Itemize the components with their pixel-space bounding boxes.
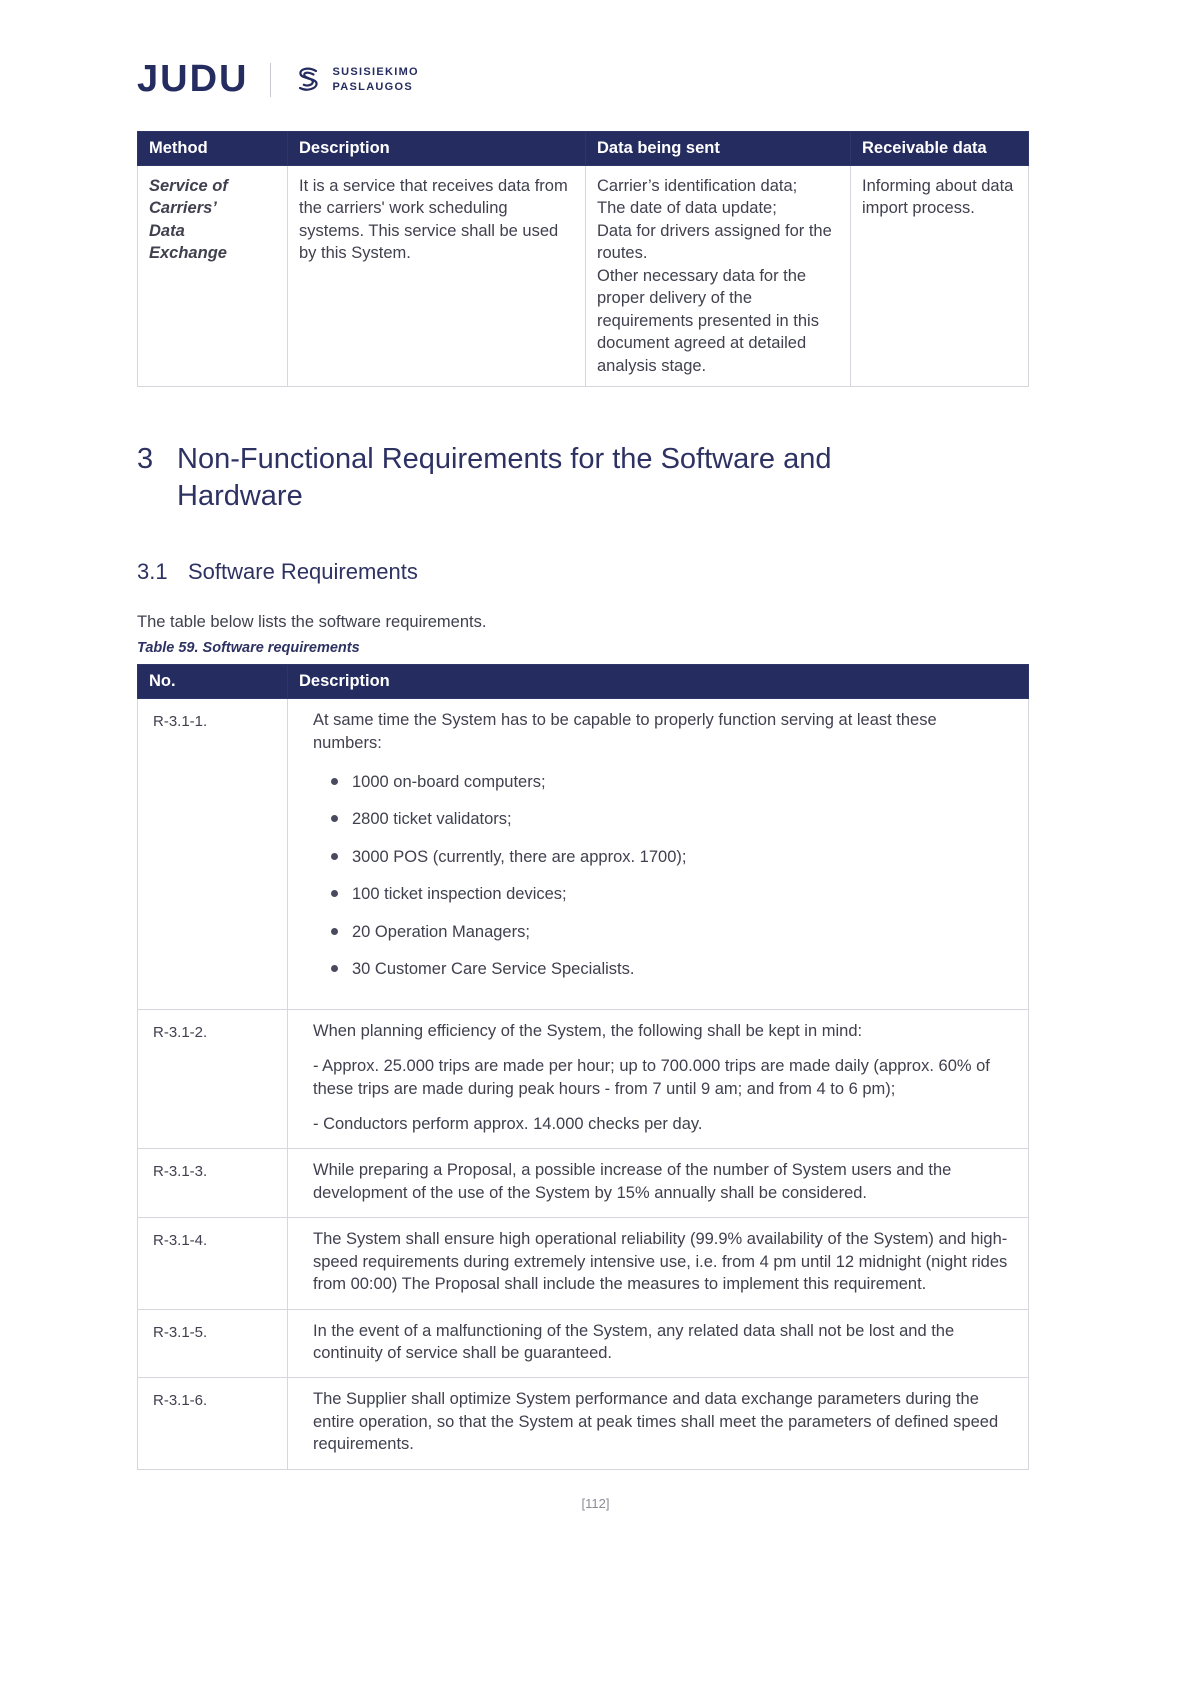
table-row	[138, 699, 1029, 1010]
requirement-bullet-list	[313, 771, 1010, 981]
requirement-description	[288, 1309, 1029, 1378]
data-sent-line: Other necessary data for the proper delivery of the requirements presented in this document agreed at detailed analysis stage.	[597, 266, 819, 375]
requirement-number: R-3.1-2.	[138, 1009, 288, 1149]
data-sent-line: Carrier’s identification data;	[597, 177, 798, 195]
table-row	[138, 166, 1029, 387]
requirement-number: R-3.1-3.	[138, 1149, 288, 1218]
table-header-row	[138, 132, 1029, 166]
subsection-number: 3.1	[137, 559, 168, 585]
partner-logo-text	[332, 65, 418, 94]
requirement-paragraph: At same time the System has to be capable to properly function serving at least these numbers:	[313, 711, 937, 752]
carrier-data-exchange-table	[137, 131, 1029, 387]
description-cell: It is a service that receives data from the carriers' work scheduling systems. This service shall be used by this System.	[288, 166, 586, 387]
logo-header	[137, 58, 1028, 101]
bullet-item: 100 ticket inspection devices;	[327, 883, 1010, 905]
requirement-paragraph: The Supplier shall optimize System performance and data exchange parameters during the entire operation, so that the System at peak times shall meet the parameters of defined speed requirements.	[313, 1390, 999, 1454]
section-title: Non-Functional Requirements for the Software and Hardware	[177, 442, 832, 513]
method-name: Service of Carriers’ Data Exchange	[149, 177, 228, 263]
requirement-number: R-3.1-5.	[138, 1309, 288, 1378]
subsection-title: Software Requirements	[188, 559, 418, 585]
column-header-description: Description	[288, 665, 1029, 699]
column-header-data-being-sent: Data being sent	[586, 132, 851, 166]
table-row	[138, 1218, 1029, 1309]
receivable-data-cell: Informing about data import process.	[851, 166, 1029, 387]
requirement-paragraph: - Approx. 25.000 trips are made per hour; up to 700.000 trips are made daily (approx. 60% of these trips are made during peak hours - from 7 until 9 am; and from 4 to 6 pm);	[313, 1057, 990, 1098]
column-header-no: No.	[138, 665, 288, 699]
requirement-paragraph: - Conductors perform approx. 14.000 checks per day.	[313, 1114, 703, 1133]
table-row	[138, 1309, 1029, 1378]
judu-logo: JUDU	[137, 58, 249, 100]
data-sent-line: Data for drivers assigned for the routes.	[597, 221, 832, 263]
method-cell	[138, 166, 288, 387]
software-requirements-table	[137, 664, 1029, 1470]
requirement-number: R-3.1-4.	[138, 1218, 288, 1309]
partner-logo	[293, 65, 418, 95]
requirement-paragraph: In the event of a malfunctioning of the System, any related data shall not be lost and the continuity of service shall be guaranteed.	[313, 1321, 955, 1363]
requirement-description	[288, 1149, 1029, 1218]
bullet-item: 30 Customer Care Service Specialists.	[327, 958, 1010, 980]
requirement-description	[288, 699, 1029, 1010]
section-heading	[137, 441, 1028, 515]
requirement-paragraph: When planning efficiency of the System, the following shall be kept in mind:	[313, 1021, 863, 1040]
logo-divider	[270, 63, 271, 97]
requirement-paragraph: While preparing a Proposal, a possible increase of the number of System users and the development of the use of the System by 15% annually shall be considered.	[313, 1161, 952, 1202]
requirement-paragraph: The System shall ensure high operational reliability (99.9% availability of the System) and high-speed requirements during extremely intensive use, i.e. from 4 pm until 12 midnight (night rides from 00:00) The Proposal shall include the measures to implement this requirement.	[313, 1230, 1008, 1294]
column-header-receivable-data: Receivable data	[851, 132, 1029, 166]
table-row	[138, 1378, 1029, 1469]
page-number: [112]	[581, 1496, 610, 1511]
bullet-item: 2800 ticket validators;	[327, 808, 1010, 830]
table-row	[138, 1149, 1029, 1218]
requirement-description	[288, 1378, 1029, 1469]
column-header-description: Description	[288, 132, 586, 166]
data-sent-line: The date of data update;	[597, 199, 777, 218]
section-number: 3	[137, 442, 154, 475]
subsection-heading	[137, 559, 1028, 585]
table-row	[138, 1009, 1029, 1149]
requirement-number: R-3.1-1.	[138, 699, 288, 1010]
intro-text: The table below lists the software requirements.	[137, 613, 487, 632]
bullet-item: 3000 POS (currently, there are approx. 1700);	[327, 846, 1010, 868]
requirement-description	[288, 1218, 1029, 1309]
requirement-number: R-3.1-6.	[138, 1378, 288, 1469]
column-header-method: Method	[138, 132, 288, 166]
bullet-item: 20 Operation Managers;	[327, 921, 1010, 943]
bullet-item: 1000 on-board computers;	[327, 771, 1010, 793]
requirement-description	[288, 1009, 1029, 1149]
susisiekimo-paslaugos-icon	[293, 65, 323, 95]
data-being-sent-cell	[586, 166, 851, 387]
partner-text-line2: PASLAUGOS	[332, 80, 414, 93]
table-header-row	[138, 665, 1029, 699]
table-caption: Table 59. Software requirements	[137, 640, 360, 657]
partner-text-line1: SUSISIEKIMO	[332, 66, 419, 79]
